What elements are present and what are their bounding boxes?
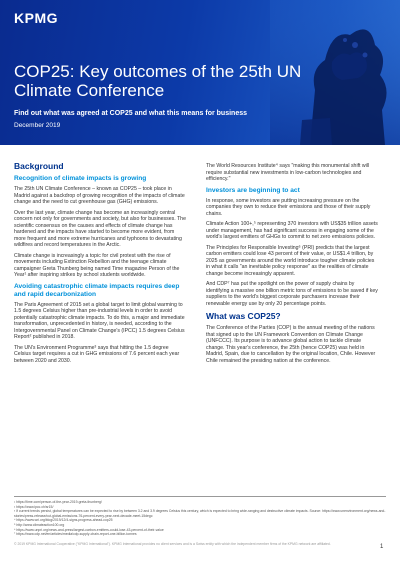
footnote-5: ⁵ http://www.climateaction100.org — [14, 522, 65, 527]
footnote-1: ¹ https://time.com/person-of-the-year-2019-greta-thunberg/ — [14, 500, 102, 504]
investors-paragraph-2: Climate Action 100+,⁵ representing 370 investors with US$35 trillion assets under management, has had significant success in engaging some of the world's largest emitters of GHGs to commit to net zero emissions policies. — [206, 221, 378, 240]
footnotes — [14, 496, 386, 537]
wri-paragraph: The World Resources Institute⁴ says "making this monumental shift will require substantial new investments in low-carbon technologies and efficiency." — [206, 163, 370, 182]
investors-paragraph-3: The Principles for Responsible Investing⁶ (PRI) predicts that the largest carbon emitters could lose 43 percent of their value, or US$1.4 trillion, by 2025 as governments around the world introduce tougher climate policies in what it calls "an inevitable policy response" as the realities of climate change become increasingly apparent. — [206, 244, 375, 277]
header-banner — [0, 0, 400, 145]
footnote-2: ² https://www.ipcc.ch/sr15/ — [14, 504, 54, 509]
what-was-cop25-paragraph: The Conference of the Parties (COP) is the annual meeting of the nations that signed up to the UN Framework Convention on Climate Change (UNFCCC). Its purpose is to advance global action to tackle climate change. This year's conference, the 25th (hence COP25) was held in Madrid, Spain, due to cancellation by the original location, Chile. However Chile remained the presiding nation at the conference. — [206, 325, 376, 364]
background-paragraph-3: Climate change is increasingly a topic for civil protest with the rise of movements including Extinction Rebellion and the teenage climate campaigner Greta Thunberg being named Time magazine Person of the Year¹ after inspiring strikes by school students worldwide. — [14, 252, 180, 278]
investors-paragraph-4: And CDP⁷ has put the spotlight on the power of supply chains by identifying a massive one billion metric tons of emissions to be saved if key suppliers to the world's biggest corporate purchasers increase their renewable energy use by only 20 percentage points. — [206, 281, 378, 307]
avoiding-paragraph-1: The Paris Agreement of 2015 set a global target to limit global warming to 1.5 degrees Celsius higher than pre-industrial levels in order to avoid potentially catastrophic climate impacts. To do this, a major and immediate transformation, unprecedented in history, is needed, according to the Intergovernmental Panel on Climate Change's (IPCC) 1.5 degrees Celsius Report² published in 2018. — [14, 301, 185, 340]
right-column — [206, 163, 378, 368]
page-number: 1 — [380, 544, 384, 550]
investors-paragraph-1: In response, some investors are putting increasing pressure on the companies they own to reduce their emissions and those of their supply chains. — [206, 197, 371, 217]
avoiding-paragraph-2: The UN's Environment Programme³ says that hitting the 1.5 degree Celsius target requires a cut in GHG emissions of 7.6 percent each year between 2020 and 2030. — [14, 344, 180, 364]
legal-footer: © 2019 KPMG International Cooperative ("KPMG International"). KPMG International provides no client services and is a Swiss entity with which the independent member firms of the KPMG network are affiliated. — [14, 542, 331, 546]
investors-subheading: Investors are beginning to act — [206, 186, 300, 194]
page-subtitle: Find out what was agreed at COP25 and what this means for business — [14, 110, 247, 117]
what-was-cop25-heading: What was COP25? — [206, 311, 281, 321]
avoiding-subheading: Avoiding catastrophic climate impacts requires deep and rapid decarbonization — [14, 282, 180, 298]
kpmg-logo: KPMG — [14, 10, 58, 26]
publication-date: December 2019 — [14, 122, 61, 129]
recognition-subheading: Recognition of climate impacts is growing — [14, 175, 147, 182]
left-column — [14, 161, 186, 368]
footnote-6: ⁶ https://www.unpri.org/news-and-press/largest-carbon-emitters-could-lose-43-percent-of-their-value — [14, 527, 164, 532]
footnote-4: ⁴ https://www.wri.org/blog/2019/12/4-signs-progress-ahead-cop25 — [14, 518, 113, 523]
page-title: COP25: Key outcomes of the 25th UN Climate Conference — [14, 62, 302, 100]
background-paragraph-1: The 25th UN Climate Conference – known as COP25 – took place in Madrid against a backdrop of growing recognition of the impacts of climate change and the need to cut greenhouse gas (GHG) emissions. — [14, 186, 185, 205]
background-heading: Background — [14, 161, 64, 171]
footnote-7: ⁷ https://www.cdp.net/en/articles/media/cdp-supply-chain-report-one-billion-tonnes — [14, 532, 137, 537]
footnote-3: ³ If current trends persist, global temperatures can be expected to rise by between 3.2 and 3.9 degrees Celsius this century, which is expected to bring wide-ranging and destructive climate impacts. Source: https://www.unenvironment.org/news-and-stories/press-release/cut-global-emissions-76-percent-every-year-next-decade-meet-15degc — [14, 509, 386, 518]
background-paragraph-2: Over the last year, climate change has become an increasingly central concern not only for governments and society, but also for businesses. The scientific consensus on the causes and effects of climate change has hardened and the impacts have started to become more evident, from more frequent and more extreme hurricanes and typhoons to devastating wildfires and record temperatures in the Arctic. — [14, 209, 186, 248]
